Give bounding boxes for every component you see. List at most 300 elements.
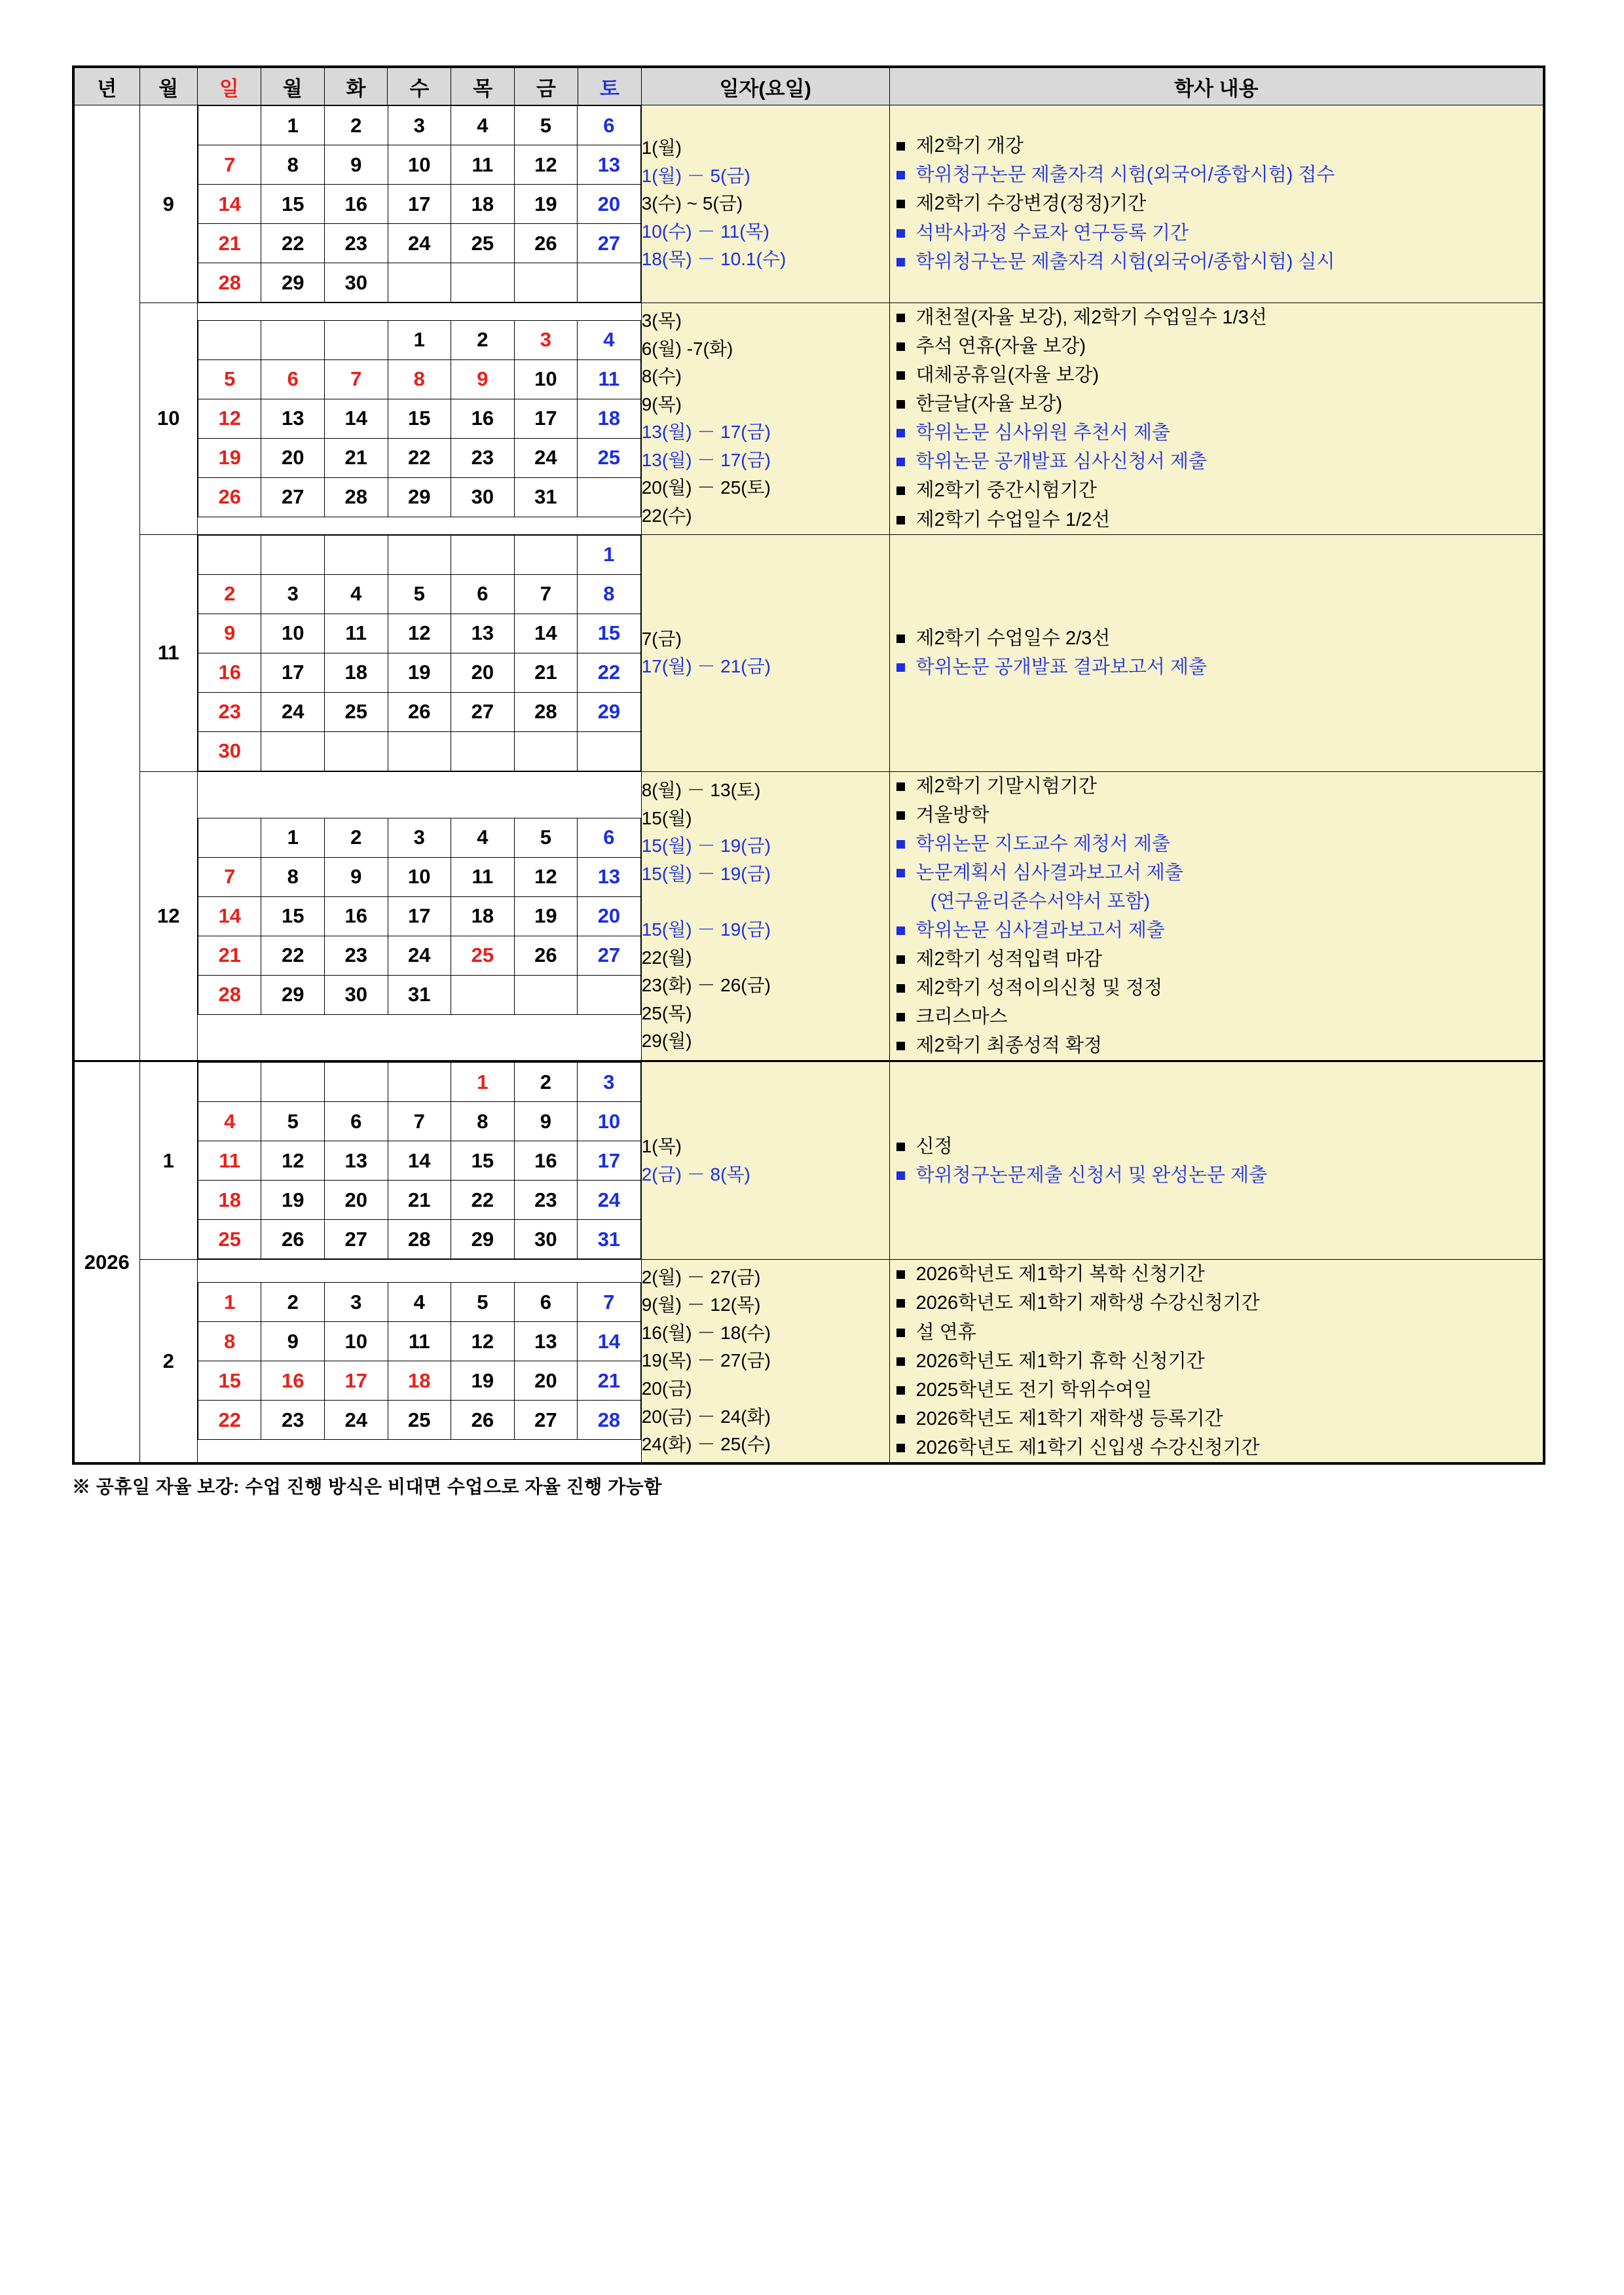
week-row xyxy=(198,145,640,185)
day-cell: 23 xyxy=(514,1181,578,1220)
day-cell xyxy=(514,975,578,1014)
content-item xyxy=(890,1031,1543,1060)
day-cell: 14 xyxy=(198,896,261,936)
day-cell xyxy=(578,975,641,1014)
day-cell: 5 xyxy=(451,1283,515,1322)
square-bullet-icon xyxy=(896,142,905,151)
date-line: 16(월) － 18(수) xyxy=(641,1322,771,1343)
content-item-label: 대체공휴일(자율 보강) xyxy=(915,365,1099,386)
date-line: 18(목) － 10.1(수) xyxy=(641,249,786,270)
day-cell: 25 xyxy=(198,1220,261,1259)
calendar-month-row xyxy=(73,534,1544,771)
square-bullet-icon xyxy=(896,927,905,935)
day-cell: 8 xyxy=(388,359,451,399)
header-weekday-thu: 목 xyxy=(451,67,515,105)
square-bullet-icon xyxy=(896,1357,905,1366)
day-cell: 27 xyxy=(261,477,325,517)
date-line: 20(금) － 24(화) xyxy=(641,1406,771,1427)
content-item xyxy=(890,1347,1543,1376)
day-cell: 19 xyxy=(514,896,578,936)
content-item xyxy=(890,772,1543,801)
day-cell: 27 xyxy=(325,1220,388,1259)
square-bullet-icon xyxy=(896,984,905,993)
content-item xyxy=(890,505,1543,534)
header-weekday-sat: 토 xyxy=(578,67,641,105)
day-cell: 9 xyxy=(514,1102,578,1141)
week-row xyxy=(198,653,640,692)
day-cell: 17 xyxy=(388,185,451,224)
content-list-cell xyxy=(889,771,1544,1061)
date-list-cell xyxy=(641,771,889,1061)
day-cell: 18 xyxy=(388,1361,451,1401)
day-cell xyxy=(198,818,261,857)
date-line: 8(월) － 13(토) xyxy=(641,780,761,801)
day-cell xyxy=(325,731,388,771)
year-cell xyxy=(73,105,139,1061)
content-item-label: 한글날(자율 보강) xyxy=(915,394,1063,415)
square-bullet-icon xyxy=(896,782,905,791)
day-cell xyxy=(451,975,515,1014)
day-cell xyxy=(578,263,641,303)
content-item xyxy=(890,653,1543,682)
week-row xyxy=(198,263,640,303)
content-item xyxy=(890,248,1543,276)
content-item-label: 학위논문 공개발표 결과보고서 제출 xyxy=(915,657,1208,678)
content-item-label: 제2학기 수업일수 1/2선 xyxy=(915,509,1111,530)
day-cell: 23 xyxy=(325,224,388,263)
week-row xyxy=(198,818,640,857)
content-item-label: 제2학기 중간시험기간 xyxy=(915,480,1097,502)
content-item-label: 2026학년도 제1학기 복학 신청기간 xyxy=(915,1264,1205,1285)
date-line: 2(금) － 8(목) xyxy=(641,1164,750,1184)
day-cell: 10 xyxy=(578,1102,641,1141)
header-month: 월 xyxy=(139,67,197,105)
date-line: 1(월) － 5(금) xyxy=(641,165,750,186)
day-cell: 17 xyxy=(325,1361,388,1401)
day-cell xyxy=(261,1063,325,1102)
day-cell xyxy=(388,535,451,574)
content-list-cell xyxy=(889,1061,1544,1260)
day-cell: 17 xyxy=(261,653,325,692)
content-item xyxy=(890,303,1543,332)
day-cell: 27 xyxy=(578,936,641,975)
day-cell: 27 xyxy=(514,1401,578,1440)
day-cell xyxy=(388,263,451,303)
week-row xyxy=(198,936,640,975)
content-item xyxy=(890,1289,1543,1317)
header-weekday-wed: 수 xyxy=(388,67,451,105)
week-row xyxy=(198,1141,640,1181)
week-row xyxy=(198,1322,640,1361)
day-cell: 16 xyxy=(451,399,515,438)
month-cell: 11 xyxy=(139,534,197,771)
content-item-label: 겨울방학 xyxy=(915,804,989,826)
day-cell xyxy=(325,535,388,574)
day-cell: 26 xyxy=(451,1401,515,1440)
content-item-label: 학위청구논문 제출자격 시험(외국어/종합시험) 실시 xyxy=(915,251,1335,272)
day-cell: 30 xyxy=(198,731,261,771)
day-cell: 1 xyxy=(261,106,325,145)
day-cell: 24 xyxy=(325,1401,388,1440)
day-cell: 3 xyxy=(325,1283,388,1322)
day-cell: 21 xyxy=(198,224,261,263)
calendar-month-row xyxy=(73,1260,1544,1463)
day-cell: 6 xyxy=(578,106,641,145)
day-cell: 9 xyxy=(325,857,388,896)
day-cell xyxy=(261,320,325,359)
date-line: 22(수) xyxy=(641,505,692,526)
day-cell: 6 xyxy=(451,574,515,614)
content-item-label: 2026학년도 제1학기 휴학 신청기간 xyxy=(915,1350,1205,1372)
content-item-label: 학위청구논문제출 신청서 및 완성논문 제출 xyxy=(915,1164,1268,1186)
day-cell: 26 xyxy=(388,692,451,731)
day-cell: 15 xyxy=(198,1361,261,1401)
footnote: ※ 공휴일 자율 보강: 수업 진행 방식은 비대면 수업으로 자율 진행 가능함 xyxy=(72,1476,662,1497)
day-cell: 18 xyxy=(451,896,515,936)
date-line: 7(금) xyxy=(641,628,682,649)
day-cell: 1 xyxy=(388,320,451,359)
content-item xyxy=(890,390,1543,418)
day-cell: 21 xyxy=(388,1181,451,1220)
square-bullet-icon xyxy=(896,314,905,322)
square-bullet-icon xyxy=(896,1386,905,1395)
day-cell: 24 xyxy=(514,438,578,477)
content-item-label: 제2학기 성적입력 마감 xyxy=(915,949,1102,970)
day-cell: 27 xyxy=(578,224,641,263)
day-cell: 14 xyxy=(388,1141,451,1181)
date-list-cell xyxy=(641,1260,889,1463)
day-cell: 20 xyxy=(451,653,515,692)
day-cell: 5 xyxy=(514,106,578,145)
week-row xyxy=(198,1401,640,1440)
day-cell: 6 xyxy=(325,1102,388,1141)
content-item xyxy=(890,189,1543,218)
day-cell xyxy=(578,477,641,517)
square-bullet-icon xyxy=(896,487,905,495)
day-cell: 12 xyxy=(451,1322,515,1361)
content-item xyxy=(890,1260,1543,1289)
day-cell: 30 xyxy=(325,263,388,303)
day-cell: 13 xyxy=(451,614,515,653)
day-cell: 25 xyxy=(388,1401,451,1440)
content-item-label: 2026학년도 제1학기 신입생 수강신청기간 xyxy=(915,1437,1260,1458)
day-cell: 9 xyxy=(325,145,388,185)
content-item-label: 크리스마스 xyxy=(915,1006,1008,1028)
content-list-cell xyxy=(889,534,1544,771)
day-cell: 13 xyxy=(578,145,641,185)
day-cell: 11 xyxy=(388,1322,451,1361)
date-line: 15(월) xyxy=(641,807,692,828)
day-cell: 16 xyxy=(325,896,388,936)
day-cell: 7 xyxy=(578,1283,641,1322)
content-item xyxy=(890,160,1543,189)
content-item-label: 2026학년도 제1학기 재학생 등록기간 xyxy=(915,1408,1223,1429)
date-line: 22(월) xyxy=(641,947,692,968)
day-cell: 19 xyxy=(261,1181,325,1220)
content-item xyxy=(890,418,1543,447)
date-line: 23(화) － 26(금) xyxy=(641,975,771,996)
day-cell xyxy=(198,1063,261,1102)
day-cell: 29 xyxy=(261,975,325,1014)
day-cell xyxy=(451,535,515,574)
square-bullet-icon xyxy=(896,258,905,266)
day-cell: 25 xyxy=(578,438,641,477)
day-cell: 22 xyxy=(261,936,325,975)
header-weekday-sun: 일 xyxy=(197,67,261,105)
day-cell: 22 xyxy=(578,653,641,692)
day-cell: 24 xyxy=(578,1181,641,1220)
day-cell: 23 xyxy=(261,1401,325,1440)
content-item xyxy=(890,132,1543,160)
date-list-cell xyxy=(641,105,889,303)
day-cell: 10 xyxy=(388,145,451,185)
content-item xyxy=(890,1318,1543,1347)
content-item xyxy=(890,974,1543,1002)
content-item xyxy=(890,830,1543,858)
day-cell: 24 xyxy=(388,224,451,263)
day-cell: 30 xyxy=(451,477,515,517)
square-bullet-icon xyxy=(896,1329,905,1337)
day-cell: 6 xyxy=(261,359,325,399)
date-line: 25(목) xyxy=(641,1002,692,1023)
day-cell: 16 xyxy=(198,653,261,692)
month-day-grid xyxy=(197,534,641,771)
day-cell xyxy=(514,731,578,771)
day-cell: 19 xyxy=(514,185,578,224)
content-item-label: 학위청구논문 제출자격 시험(외국어/종합시험) 접수 xyxy=(915,164,1335,186)
day-cell: 28 xyxy=(198,263,261,303)
day-cell: 20 xyxy=(578,896,641,936)
day-cell: 29 xyxy=(451,1220,515,1259)
day-cell: 2 xyxy=(451,320,515,359)
content-item-label: 학위논문 지도교수 제청서 제출 xyxy=(915,833,1170,854)
header-content-column: 학사 내용 xyxy=(889,67,1544,105)
date-line: 17(월) － 21(금) xyxy=(641,656,771,677)
content-item-label: 학위논문 심사위원 추천서 제출 xyxy=(915,422,1170,444)
day-cell: 22 xyxy=(388,438,451,477)
day-cell: 25 xyxy=(451,224,515,263)
day-cell: 18 xyxy=(578,399,641,438)
day-cell: 14 xyxy=(578,1322,641,1361)
date-line: 3(목) xyxy=(641,310,682,331)
content-item-label: 제2학기 수강변경(정정)기간 xyxy=(915,193,1147,215)
square-bullet-icon xyxy=(896,458,905,466)
date-line: 19(목) － 27(금) xyxy=(641,1350,771,1371)
square-bullet-icon xyxy=(896,840,905,849)
day-cell: 26 xyxy=(261,1220,325,1259)
date-line: 1(목) xyxy=(641,1136,682,1157)
week-row xyxy=(198,438,640,477)
week-row xyxy=(198,614,640,653)
month-day-grid xyxy=(197,1260,641,1463)
square-bullet-icon xyxy=(896,1042,905,1050)
day-cell: 3 xyxy=(388,818,451,857)
day-cell: 8 xyxy=(261,857,325,896)
day-cell: 13 xyxy=(514,1322,578,1361)
content-item xyxy=(890,219,1543,248)
square-bullet-icon xyxy=(896,955,905,964)
day-cell: 16 xyxy=(261,1361,325,1401)
square-bullet-icon xyxy=(896,1171,905,1180)
month-cell: 9 xyxy=(139,105,197,303)
week-row xyxy=(198,1220,640,1259)
content-item-label: 제2학기 최종성적 확정 xyxy=(915,1035,1102,1057)
day-cell: 30 xyxy=(514,1220,578,1259)
day-cell: 3 xyxy=(261,574,325,614)
square-bullet-icon xyxy=(896,371,905,380)
day-cell: 22 xyxy=(451,1181,515,1220)
day-cell: 4 xyxy=(451,818,515,857)
calendar-month-row xyxy=(73,105,1544,303)
day-cell: 10 xyxy=(261,614,325,653)
content-item xyxy=(890,858,1543,916)
day-cell: 23 xyxy=(325,936,388,975)
date-line: 1(월) xyxy=(641,138,682,158)
day-cell: 8 xyxy=(198,1322,261,1361)
content-item xyxy=(890,1002,1543,1031)
square-bullet-icon xyxy=(896,400,905,409)
day-cell: 4 xyxy=(388,1283,451,1322)
week-row xyxy=(198,185,640,224)
day-cell: 9 xyxy=(451,359,515,399)
date-line: 3(수) ~ 5(금) xyxy=(641,193,743,214)
content-item xyxy=(890,1132,1543,1161)
content-item-label: 신정 xyxy=(915,1135,953,1157)
content-list-cell xyxy=(889,1260,1544,1463)
day-cell: 21 xyxy=(325,438,388,477)
day-cell: 1 xyxy=(198,1283,261,1322)
content-item xyxy=(890,1161,1543,1190)
day-cell: 6 xyxy=(578,818,641,857)
day-cell: 23 xyxy=(198,692,261,731)
content-item-label: 개천절(자율 보강), 제2학기 수업일수 1/3선 xyxy=(915,307,1267,328)
square-bullet-icon xyxy=(896,1299,905,1308)
date-line: 20(금) xyxy=(641,1378,692,1399)
day-cell: 5 xyxy=(388,574,451,614)
day-cell: 22 xyxy=(198,1401,261,1440)
content-item-label: 설 연휴 xyxy=(915,1321,976,1343)
content-item-label: 학위논문 심사결과보고서 제출 xyxy=(915,920,1165,942)
day-cell: 20 xyxy=(325,1181,388,1220)
content-item-label: 석박사과정 수료자 연구등록 기간 xyxy=(915,222,1189,244)
table-header xyxy=(73,67,1544,105)
day-cell: 31 xyxy=(514,477,578,517)
day-cell: 23 xyxy=(451,438,515,477)
square-bullet-icon xyxy=(896,516,905,524)
day-cell: 11 xyxy=(325,614,388,653)
square-bullet-icon xyxy=(896,1415,905,1423)
day-cell: 29 xyxy=(388,477,451,517)
week-row xyxy=(198,975,640,1014)
day-cell: 9 xyxy=(198,614,261,653)
date-line: 24(화) － 25(수) xyxy=(641,1434,771,1455)
week-row xyxy=(198,224,640,263)
content-item-label: 논문계획서 심사결과보고서 제출 xyxy=(915,862,1183,883)
day-cell: 21 xyxy=(514,653,578,692)
day-cell: 22 xyxy=(261,224,325,263)
week-row xyxy=(198,574,640,614)
square-bullet-icon xyxy=(896,634,905,643)
month-day-grid xyxy=(197,105,641,303)
month-cell: 1 xyxy=(139,1061,197,1260)
day-cell: 29 xyxy=(261,263,325,303)
day-cell xyxy=(388,731,451,771)
day-cell: 31 xyxy=(578,1220,641,1259)
academic-calendar-table xyxy=(72,65,1545,1465)
header-year: 년 xyxy=(73,67,139,105)
day-cell: 8 xyxy=(451,1102,515,1141)
content-item-label: 2026학년도 제1학기 재학생 수강신청기간 xyxy=(915,1293,1260,1314)
content-item xyxy=(890,624,1543,653)
day-cell: 20 xyxy=(514,1361,578,1401)
day-cell: 3 xyxy=(578,1063,641,1102)
day-cell xyxy=(578,731,641,771)
content-item xyxy=(890,447,1543,476)
date-line: 15(월) － 19(금) xyxy=(641,919,771,940)
week-row xyxy=(198,857,640,896)
day-cell: 10 xyxy=(388,857,451,896)
day-cell: 15 xyxy=(261,185,325,224)
day-cell: 21 xyxy=(198,936,261,975)
month-day-grid xyxy=(197,303,641,535)
square-bullet-icon xyxy=(896,229,905,238)
header-weekday-fri: 금 xyxy=(515,67,578,105)
calendar-month-row xyxy=(73,303,1544,535)
day-cell: 7 xyxy=(388,1102,451,1141)
date-line: 9(월) － 12(목) xyxy=(641,1294,761,1315)
day-cell: 25 xyxy=(451,936,515,975)
day-cell: 5 xyxy=(514,818,578,857)
content-item xyxy=(890,1433,1543,1462)
day-cell: 17 xyxy=(388,896,451,936)
day-cell: 24 xyxy=(388,936,451,975)
date-line: 15(월) － 19(금) xyxy=(641,835,771,856)
date-line: 13(월) － 17(금) xyxy=(641,422,771,443)
square-bullet-icon xyxy=(896,342,905,351)
day-cell: 19 xyxy=(451,1361,515,1401)
square-bullet-icon xyxy=(896,429,905,437)
content-item xyxy=(890,332,1543,361)
day-cell: 10 xyxy=(514,359,578,399)
square-bullet-icon xyxy=(896,1013,905,1021)
week-row xyxy=(198,1283,640,1322)
day-cell: 19 xyxy=(388,653,451,692)
day-cell xyxy=(514,535,578,574)
day-cell xyxy=(261,731,325,771)
day-cell: 18 xyxy=(451,185,515,224)
day-cell: 15 xyxy=(261,896,325,936)
content-item-label: 2025학년도 전기 학위수여일 xyxy=(915,1379,1153,1401)
day-cell: 2 xyxy=(325,106,388,145)
day-cell: 14 xyxy=(514,614,578,653)
day-cell: 11 xyxy=(451,145,515,185)
square-bullet-icon xyxy=(896,869,905,877)
day-cell: 2 xyxy=(325,818,388,857)
day-cell: 2 xyxy=(514,1063,578,1102)
header-weekday-tue: 화 xyxy=(324,67,388,105)
day-cell: 12 xyxy=(388,614,451,653)
content-item-label: 학위논문 공개발표 심사신청서 제출 xyxy=(915,451,1208,473)
date-line: 6(월) -7(화) xyxy=(641,338,733,359)
day-cell: 18 xyxy=(198,1181,261,1220)
day-cell: 1 xyxy=(261,818,325,857)
day-cell: 5 xyxy=(261,1102,325,1141)
day-cell: 4 xyxy=(578,320,641,359)
week-row xyxy=(198,896,640,936)
week-row xyxy=(198,1361,640,1401)
calendar-month-row xyxy=(73,771,1544,1061)
day-cell: 19 xyxy=(198,438,261,477)
